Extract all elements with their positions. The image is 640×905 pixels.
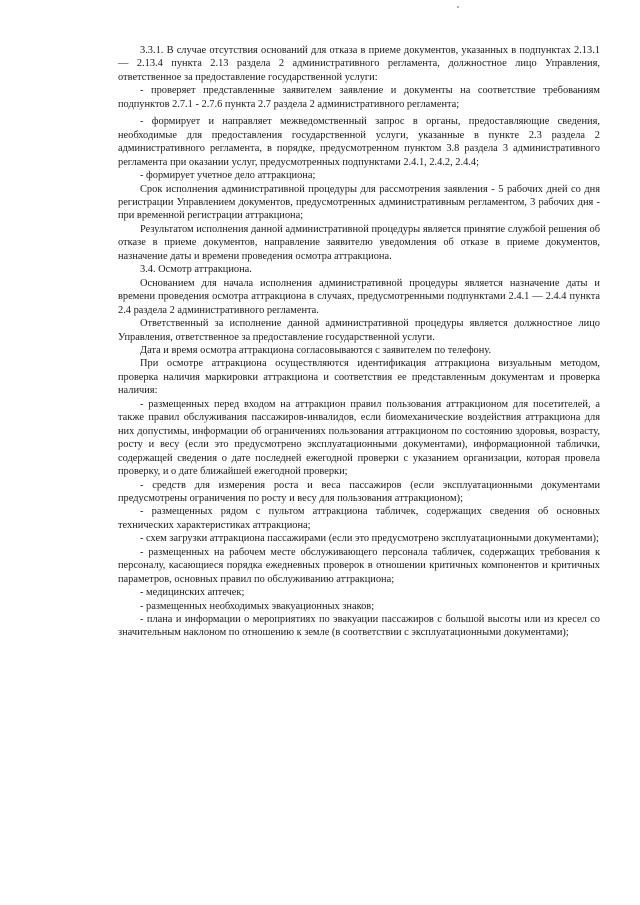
scan-speck <box>457 6 459 8</box>
paragraph-basis: Основанием для начала исполнения административной процедуры является назначение даты и времени проведения осмотра аттракциона в случаях, предусмотренными подпунктами 2.4.1 — 2.4.4 пункта 2.4 раздела 2 административного регламента. <box>118 277 600 316</box>
list-item-evacuation-signs: - размещенных необходимых эвакуационных знаков; <box>140 600 375 612</box>
section-heading-3-4: 3.4. Осмотр аттракциона. <box>140 264 252 276</box>
list-item-first-aid: - медицинских аптечек; <box>140 587 245 599</box>
paragraph-inspection: При осмотре аттракциона осуществляются идентификация аттракциона визуальным методом, проверка наличия маркировки аттракциона и соответствия ее представленным документам и проверка наличия: <box>118 358 600 397</box>
list-item-registration-file: - формирует учетное дело аттракциона; <box>140 170 316 182</box>
list-item-interagency-request: - формирует и направляет межведомственный запрос в органы, предоставляющие сведения, необходимые для предоставления государственной услуги, указанные в пункте 2.3 раздела 2 административного регламента, в порядке, предусмотренном пунктом 3.8 раздела 3 административного регламента при оказании услуг, предусмотренных подпунктами 2.4.1, 2.4.2, 2.4.4; <box>118 116 600 168</box>
list-item-measuring: - средств для измерения роста и веса пассажиров (если эксплуатационными документами предусмотрены ограничения по росту и весу для пользования аттракционом); <box>118 479 600 504</box>
list-item-rules: - размещенных перед входом на аттракцион правил пользования аттракционом для посетителей, а также правил обслуживания пассажиров-инвалидов, если биомеханические воздействия аттракциона для них допустимы, информации об ограничениях пользования аттракционом по состоянию здоровья, возрасту, росту и весу (если это предусмотрено эксплуатационными документами), информационной таблички, содержащей сведения о дате последней ежегодной проверки с указанием организации, которая провела проверку, и о дате ближайшей ежегодной проверки; <box>118 398 600 478</box>
paragraph-result: Результатом исполнения данной административной процедуры является принятие службой решения об отказе в приеме документов, направление заявителю уведомления об отказе в приеме документов, назначение даты и времени проведения осмотра аттракциона. <box>118 223 600 262</box>
document-body <box>118 44 600 640</box>
list-item-loading-schemes: - схем загрузки аттракциона пассажирами (если это предусмотрено эксплуатационными документами); <box>140 533 599 545</box>
paragraph-responsible: Ответственный за исполнение данной административной процедуры является должностное лицо Управления, ответственное за предоставление государственной услуги. <box>118 318 600 343</box>
list-item-evacuation-plan: - плана и информации о мероприятиях по эвакуации пассажиров с большой высоты или из кресел со значительным наклоном по отношению к земле (в соответствии с эксплуатационными документами); <box>118 614 600 639</box>
list-item-check-documents: - проверяет представленные заявителем заявление и документы на соответствие требованиям подпунктов 2.7.1 - 2.7.6 пункта 2.7 раздела 2 административного регламента; <box>118 85 600 110</box>
paragraph-deadline: Срок исполнения административной процедуры для рассмотрения заявления - 5 рабочих дней со дня регистрации Управлением документов, предусмотренных административным регламентом, 3 рабочих дня - при временной регистрации аттракциона; <box>118 183 600 222</box>
list-item-staff-plates: - размещенных на рабочем месте обслуживающего персонала табличек, содержащих требования к персоналу, касающиеся порядка ежедневных проверок в отношении критичных компонентов и критичных параметров, основных правил по обслуживанию аттракциона; <box>118 546 600 585</box>
list-item-control-panel-plates: - размещенных рядом с пультом аттракциона табличек, содержащих сведения об основных технических характеристиках аттракциона; <box>118 506 600 531</box>
paragraph-date-time: Дата и время осмотра аттракциона согласовываются с заявителем по телефону. <box>140 344 492 356</box>
paragraph-3-3-1: 3.3.1. В случае отсутствия оснований для отказа в приеме документов, указанных в подпунктах 2.13.1 — 2.13.4 пункта 2.13 раздела 2 административного регламента, должностное лицо Управления, ответственное за предоставление государственной услуги: <box>118 45 600 83</box>
